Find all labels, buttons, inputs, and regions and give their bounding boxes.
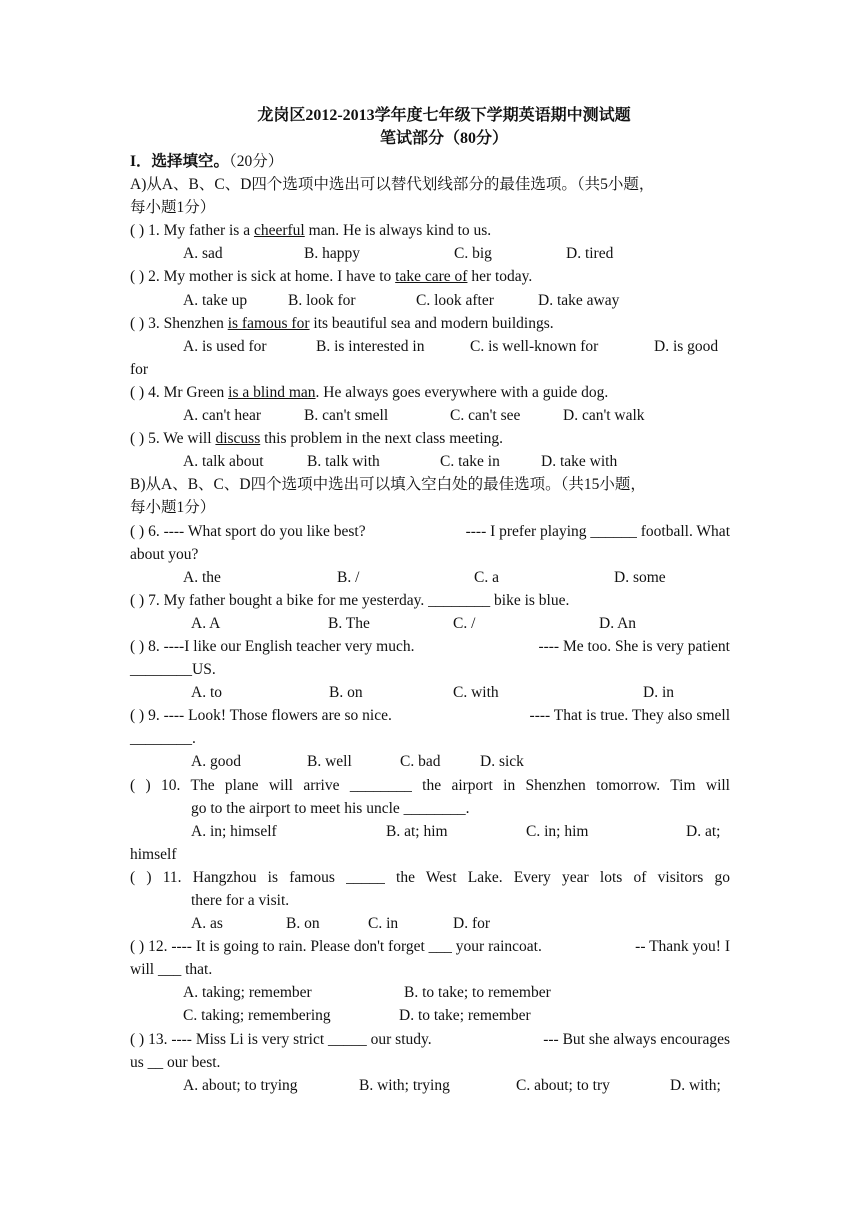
q6-question: ( ) 6. ---- What sport do you like best? [130,522,366,540]
q8-option-a: A. to [191,684,222,702]
q9-option-a: A. good [191,753,241,771]
q12-options-row1 [130,981,730,1004]
q6-wrap: about you? [130,545,199,563]
q13-option-c: C. about; to try [516,1076,610,1094]
question-8 [130,635,730,658]
q11-option-c: C. in [368,915,399,933]
q3-option-b: B. is interested in [316,337,425,355]
q5-stem-start: ( ) 5. We will [130,430,216,448]
q11-option-d: D. for [453,915,491,933]
q8-option-d: D. in [643,684,674,702]
q2-option-c: C. look after [416,291,494,309]
q10-wrap: go to the airport to meet his uncle ________. [191,799,470,817]
q5-underlined: discuss [215,430,261,448]
q8-answer: ---- Me too. She is very patient [538,637,730,655]
q10-option-a: A. in; himself [191,822,277,840]
q1-stem-start: ( ) 1. My father is a [130,222,254,240]
question-4 [130,381,730,404]
q4-stem-start: ( ) 4. Mr Green [130,383,229,401]
question-7: ( ) 7. My father bought a bike for me yesterday. ________ bike is blue. [130,591,570,609]
q8-option-b: B. on [329,684,363,702]
q1-option-d: D. tired [566,245,614,263]
q3-underlined: is famous for [227,314,310,332]
q4-option-a: A. can't hear [183,407,262,425]
q4-option-c: C. can't see [450,407,521,425]
q12-answer: -- Thank you! I [635,938,730,956]
q7-option-a: A. A [191,614,221,632]
q9-option-c: C. bad [400,753,441,771]
q6-option-c: C. a [474,568,499,586]
exam-subtitle: 笔试部分（80分） [379,130,508,147]
part-a-instruction-line1: A)从A、B、C、D四个选项中选出可以替代划线部分的最佳选项。（共5小题， [130,176,655,194]
question-6 [130,520,730,543]
q2-option-b: B. look for [288,291,356,309]
section-heading [130,150,730,173]
q7-option-d: D. An [599,614,637,632]
q2-option-a: A. take up [183,291,248,309]
q5-options [130,450,730,473]
q3-options [130,335,730,358]
q6-option-d: D. some [614,568,666,586]
q6-answer: ---- I prefer playing ______ football. What [465,522,730,540]
q3-option-c: C. is well-known for [470,337,599,355]
q9-option-b: B. well [307,753,352,771]
q13-question: ( ) 13. ---- Miss Li is very strict _____ our study. [130,1030,432,1048]
q9-options [130,750,730,773]
q6-options [130,566,730,589]
q3-option-d-wrap: for [130,360,149,378]
q1-option-b: B. happy [304,245,360,263]
question-9 [130,704,730,727]
q13-wrap: us __ our best. [130,1053,221,1071]
q9-option-d: D. sick [480,753,524,771]
q10-option-d-wrap: himself [130,845,177,863]
q4-underlined: is a blind man [228,383,316,401]
q12-options-row2 [130,1004,730,1027]
q12-option-b: B. to take; to remember [404,984,551,1002]
q5-option-a: A. talk about [183,453,264,471]
q8-wrap: ________US. [130,661,216,679]
q4-stem-end: . He always goes everywhere with a guide dog. [315,383,609,401]
q10-option-d: D. at; [686,822,721,840]
q6-option-b: B. / [337,568,360,586]
q2-stem-end: her today. [467,268,533,286]
exam-page [130,104,730,1097]
q2-stem-start: ( ) 2. My mother is sick at home. I have to [130,268,396,286]
question-12 [130,935,730,958]
q2-option-d: D. take away [538,291,620,309]
question-11: ( ) 11. Hangzhou is famous _____ the West Lake. Every year lots of visitors go [130,868,730,886]
q2-underlined: take care of [395,268,468,286]
q11-wrap: there for a visit. [191,892,290,909]
q12-option-d: D. to take; remember [399,1007,531,1025]
q6-option-a: A. the [183,568,221,586]
q13-options [130,1074,730,1097]
q13-option-a: A. about; to trying [183,1076,298,1094]
q1-underlined: cheerful [253,222,305,240]
part-a-instruction-line2: 每小题1分） [130,199,216,217]
q9-question: ( ) 9. ---- Look! Those flowers are so nice. [130,707,392,725]
q3-stem-end: its beautiful sea and modern buildings. [309,314,554,332]
question-3 [130,312,730,335]
q12-option-a: A. taking; remember [183,984,312,1002]
q7-option-b: B. The [328,614,370,632]
q5-option-d: D. take with [541,453,618,471]
q4-option-d: D. can't walk [563,407,645,425]
q4-option-b: B. can't smell [304,407,389,425]
q11-option-a: A. as [191,915,223,933]
exam-title: 龙岗区2012-2013学年度七年级下学期英语期中测试题 [257,107,631,124]
part-b-instruction-line1: B)从A、B、C、D四个选项中选出可以填入空白处的最佳选项。（共15小题， [130,476,646,494]
q12-wrap: will ___ that. [130,961,213,979]
q7-options [130,612,730,635]
q8-option-c: C. with [453,684,499,702]
q4-options [130,404,730,427]
q5-option-c: C. take in [440,453,500,471]
q1-option-a: A. sad [183,245,223,263]
q10-options [130,820,730,843]
question-10: ( ) 10. The plane will arrive ________ the airport in Shenzhen tomorrow. Tim will [130,776,730,794]
section-label: I．选择填空。 [130,153,230,170]
q10-option-b: B. at; him [386,822,448,840]
q11-options [130,912,730,935]
q5-option-b: B. talk with [307,453,380,471]
q13-option-b: B. with; trying [359,1076,450,1094]
q1-stem-end: man. He is always kind to us. [304,222,492,240]
q8-question: ( ) 8. ----I like our English teacher very much. [130,637,415,655]
q12-question: ( ) 12. ---- It is going to rain. Please don't forget ___ your raincoat. [130,938,542,956]
question-5 [130,427,730,450]
question-1 [130,219,730,242]
q13-answer: --- But she always encourages [543,1030,730,1048]
q7-option-c: C. / [453,614,476,632]
q3-option-d: D. is good [654,337,719,355]
question-13 [130,1028,730,1051]
q9-wrap: ________. [130,730,196,748]
q1-options [130,242,730,265]
q1-option-c: C. big [454,245,492,263]
q9-answer: ---- That is true. They also smell [529,707,730,725]
q5-stem-end: this problem in the next class meeting. [260,430,504,448]
q12-option-c: C. taking; remembering [183,1007,331,1025]
q11-option-b: B. on [286,915,320,933]
q8-options [130,681,730,704]
q3-option-a: A. is used for [183,337,267,355]
q10-option-c: C. in; him [526,822,589,840]
question-2 [130,265,730,288]
q3-stem-start: ( ) 3. Shenzhen [130,314,228,332]
part-b-instruction-line2: 每小题1分） [130,499,216,517]
q2-options [130,289,730,312]
section-points: （20分） [229,153,284,170]
q13-option-d: D. with; [670,1076,721,1094]
